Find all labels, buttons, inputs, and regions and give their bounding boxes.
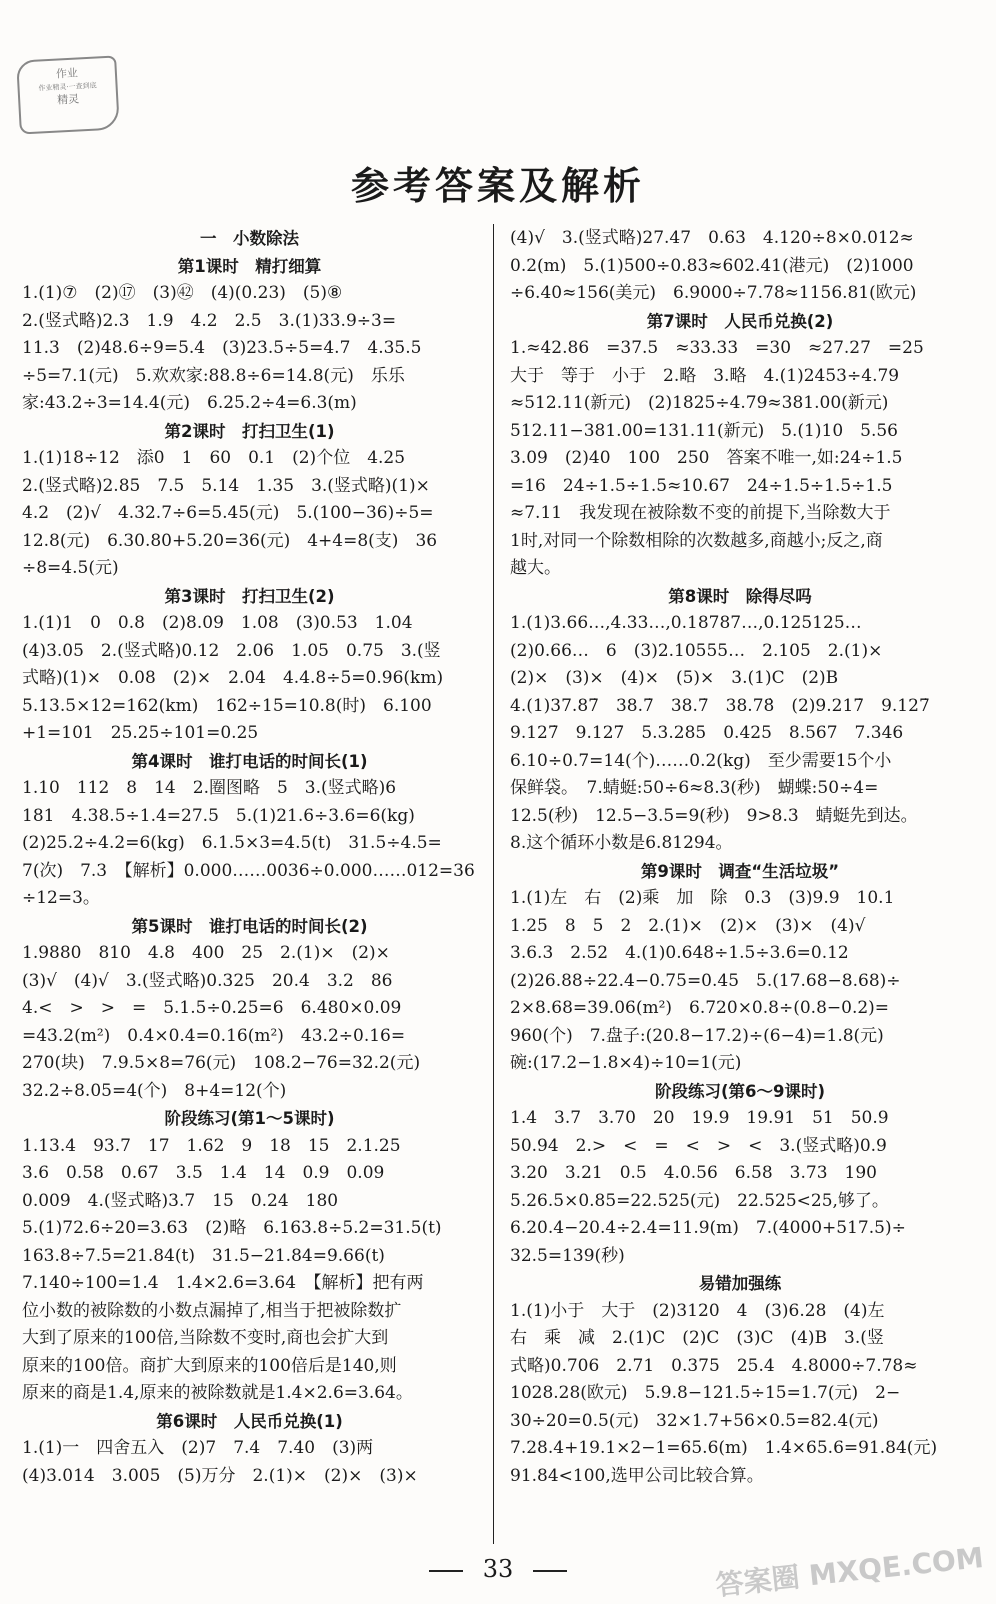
answer-line: 9.127̇ 9.127̇ 5.3.285 0.425 8.567 7.346 bbox=[510, 723, 904, 743]
answer-line: 1.25 8 5 2 2.(1)× (2)× (3)× (4)√ bbox=[510, 915, 866, 936]
answer-line: 0.2(m) 5.(1)500÷0.83≈602.41(港元) (2)1000 bbox=[510, 255, 914, 276]
answer-line: 式略)0.706 2.71 0.375 25.4 4.8000÷7.78≈ bbox=[510, 1355, 918, 1376]
answer-line: 家:43.2÷3=14.4(元) 6.25.2÷4=6.3(m) bbox=[22, 393, 357, 413]
answer-line: 30÷20=0.5(元) 32×1.7+56×0.5=82.4(元) bbox=[510, 1410, 879, 1431]
section-heading: 第7课时 人民币兑换(2) bbox=[646, 311, 834, 331]
answer-line: (4)3.014 3.005 (5)万分 2.(1)× (2)× (3)× bbox=[22, 1465, 418, 1486]
footer-dash-left bbox=[429, 1570, 463, 1572]
stamp-bottom-text: 精灵 bbox=[56, 92, 80, 107]
answer-line: 1.(1)⑦ (2)⑰ (3)㊷ (4)(0.23) (5)⑧ bbox=[22, 283, 343, 303]
answer-line: 512.11−381.00=131.11(新元) 5.(1)10 5.56 bbox=[510, 420, 898, 441]
answer-line: 1.13.4 93.7 17 1.62 9 18 15 2.1.25 bbox=[22, 1135, 401, 1156]
answer-line: 保鲜袋。 7.蜻蜓:50÷6≈8.3(秒) 蝴蝶:50÷4= bbox=[510, 778, 879, 798]
answer-line: (3)√ (4)√ 3.(竖式略)0.325 20.4 3.2 86 bbox=[22, 970, 393, 991]
section-heading: 第4课时 谁打电话的时间长(1) bbox=[131, 751, 368, 771]
answer-line: 越大。 bbox=[510, 558, 561, 578]
corner-stamp bbox=[16, 55, 120, 134]
answer-line: 11.3 (2)48.6÷9=5.4 (3)23.5÷5=4.7 4.35.5 bbox=[22, 338, 422, 358]
answer-line: 4.2 (2)√ 4.32.7÷6=5.45(元) 5.(100−36)÷5= bbox=[22, 503, 434, 523]
answer-line: 4.< > > = 5.1.5÷0.25=6 6.480×0.09 bbox=[22, 998, 402, 1018]
answer-line: ≈512.11(新元) (2)1825÷4.79≈381.00(新元) bbox=[510, 393, 889, 413]
section-heading: 第8课时 除得尽吗 bbox=[668, 586, 812, 606]
section-heading: 第6课时 人民币兑换(1) bbox=[156, 1411, 343, 1431]
answer-line: 右 乘 减 2.(1)C (2)C (3)C (4)B 3.(竖 bbox=[510, 1328, 884, 1348]
answer-line: 1.10 112 8 14 2.圈图略 5 3.(竖式略)6 bbox=[22, 778, 397, 798]
answer-line: 1.(1)1 0 0.8 (2)8.09 1.08 (3)0.53 1.04 bbox=[22, 613, 413, 633]
answer-line: 12.8(元) 6.30.80+5.20=36(元) 4+4=8(支) 36 bbox=[22, 530, 438, 551]
answer-line: 5.(1)72.6÷20=3.63 (2)略 6.163.8÷5.2=31.5(t) bbox=[22, 1218, 442, 1238]
page-title: 参考答案及解析 bbox=[350, 164, 645, 208]
answer-line: 7.28.4+19.1×2−1=65.6(m) 1.4×65.6=91.84(元) bbox=[510, 1438, 938, 1458]
answer-line: ÷5=7.1(元) 5.欢欢家:88.8÷6=14.8(元) 乐乐 bbox=[22, 365, 405, 386]
answer-line: =16 24÷1.5÷1.5≈10.67 24÷1.5÷1.5÷1.5 bbox=[510, 475, 893, 496]
answer-line: 6.20.4−20.4÷2.4=11.9(m) 7.(4000+517.5)÷ bbox=[510, 1218, 906, 1238]
answer-line: 960(个) 7.盘子:(20.8−17.2)÷(6−4)=1.8(元) bbox=[510, 1025, 884, 1046]
answer-line: 大到了原来的100倍,当除数不变时,商也会扩大到 bbox=[22, 1328, 389, 1348]
answer-line: 1.≈42.86 =37.5 ≈33.33 =30 ≈27.27 =25 bbox=[510, 338, 924, 358]
section-heading: 阶段练习(第1～5课时) bbox=[164, 1109, 335, 1128]
answer-line: 位小数的被除数的小数点漏掉了,相当于把被除数扩 bbox=[22, 1300, 402, 1321]
answer-line: 1时,对同一个除数相除的次数越多,商越小;反之,商 bbox=[510, 530, 883, 551]
column-divider bbox=[493, 224, 494, 1544]
answer-line: 1.4 3.7 3.70 20 19.9 19.91 51 50.9 bbox=[510, 1108, 889, 1128]
section-heading: 第3课时 打扫卫生(2) bbox=[164, 586, 335, 606]
answer-line: +1=101 25.25÷101=0.25 bbox=[22, 723, 259, 743]
answer-line: (4)3.05 2.(竖式略)0.12 2.06 1.05 0.75 3.(竖 bbox=[22, 640, 441, 661]
answer-line: ≈7.11 我发现在被除数不变的前提下,当除数大于 bbox=[510, 503, 891, 523]
answer-line: 原来的100倍。商扩大到原来的100倍后是140,则 bbox=[22, 1355, 397, 1376]
answer-line: 1.(1)左 右 (2)乘 加 除 0.3 (3)9.9 10.1 bbox=[510, 888, 895, 908]
answer-line: 3.6.3 2.52 4.(1)0.648÷1.5÷3.6=0.12 bbox=[510, 943, 849, 963]
answer-line: (2)26.88÷22.4−0.75=0.45 5.(17.68−8.68)÷ bbox=[510, 970, 901, 991]
answer-line: ÷8=4.5(元) bbox=[22, 558, 119, 578]
page-number: 33 bbox=[482, 1555, 514, 1583]
answer-line: 大于 等于 小于 2.略 3.略 4.(1)2453÷4.79 bbox=[510, 365, 900, 386]
stamp-mid-text: 作业精灵·一查到底 bbox=[38, 81, 97, 93]
section-heading: 易错加强练 bbox=[698, 1274, 782, 1293]
answer-line: ÷12=3。 bbox=[22, 888, 100, 908]
answer-line: 7.140÷100=1.4 1.4×2.6=3.64 【解析】把有两 bbox=[22, 1273, 424, 1293]
answer-line: 1.(1)3.66…,4.33…,0.18787…,0.125125… bbox=[510, 613, 862, 633]
answer-line: 7(次) 7.3 【解析】0.000……0036÷0.000……012=36 bbox=[22, 860, 475, 881]
answer-line: 50.94 2.> < = < > < 3.(竖式略)0.9 bbox=[510, 1135, 887, 1156]
section-heading: 第1课时 精打细算 bbox=[177, 256, 322, 276]
section-heading: 第5课时 谁打电话的时间长(2) bbox=[131, 916, 368, 936]
answer-line: 1028.28(欧元) 5.9.8−121.5÷15=1.7(元) 2− bbox=[510, 1383, 901, 1403]
answer-line: 1.9880 810 4.8 400 25 2.(1)× (2)× bbox=[22, 943, 390, 963]
answer-line: 5.13.5×12=162(km) 162÷15=10.8(时) 6.100 bbox=[22, 695, 432, 716]
answer-line: 91.84<100,选甲公司比较合算。 bbox=[510, 1465, 764, 1486]
answer-line: 181 4.38.5÷1.4=27.5 5.(1)21.6÷3.6=6(kg) bbox=[22, 805, 415, 826]
answer-line: 式略)(1)× 0.08 (2)× 2.04 4.4.8÷5=0.96(km) bbox=[22, 668, 444, 688]
section-heading: 第9课时 调查“生活垃圾” bbox=[640, 861, 840, 881]
answer-line: 6.10÷0.7=14(个)……0.2(kg) 至少需要15个小 bbox=[510, 750, 892, 771]
answer-line: 32.5=139(秒) bbox=[510, 1245, 625, 1266]
answer-line: (2)0.66… 6 (3)2.10555… 2.105 2.(1)× bbox=[510, 640, 883, 661]
answer-line: 碗:(17.2−1.8×4)÷10=1(元) bbox=[510, 1053, 742, 1073]
answer-line: =43.2(m²) 0.4×0.4=0.16(m²) 43.2÷0.16= bbox=[22, 1025, 406, 1046]
answer-line: 3.6 0.58 0.67 3.5 1.4 14 0.9 0.09 bbox=[22, 1163, 385, 1183]
answer-line: 3.09 (2)40 100 250 答案不唯一,如:24÷1.5 bbox=[510, 448, 903, 468]
left-column bbox=[22, 225, 477, 1490]
answer-line: 32.2÷8.05=4(个) 8+4=12(个) bbox=[22, 1080, 287, 1101]
answer-line: 2×8.68=39.06(m²) 6.720×0.8÷(0.8−0.2)= bbox=[510, 998, 890, 1018]
section-heading: 第2课时 打扫卫生(1) bbox=[164, 421, 335, 441]
answer-line: 270(块) 7.9.5×8=76(元) 108.2−76=32.2(元) bbox=[22, 1053, 421, 1073]
answer-line: 1.(1)小于 大于 (2)3120 4 (3)6.28 (4)左 bbox=[510, 1300, 885, 1321]
answer-line: 3.20 3.21 0.5 4.0.56 6.58 3.73 190 bbox=[510, 1163, 877, 1183]
answer-line: 原来的商是1.4,原来的被除数就是1.4×2.6=3.64。 bbox=[22, 1383, 413, 1403]
stamp-top-text: 作业 bbox=[55, 66, 79, 81]
answer-line: (4)√ 3.(竖式略)27.47 0.63 4.120÷8×0.012≈ bbox=[510, 228, 914, 248]
answer-line: 0.009 4.(竖式略)3.7 15 0.24 180 bbox=[22, 1190, 339, 1211]
section-heading: 阶段练习(第6～9课时) bbox=[654, 1081, 826, 1101]
answer-line: (2)25.2÷4.2=6(kg) 6.1.5×3=4.5(t) 31.5÷4.5= bbox=[22, 833, 442, 853]
answer-line: ÷6.40≈156(美元) 6.9000÷7.78≈1156.81(欧元) bbox=[510, 283, 917, 303]
answer-line: 2.(竖式略)2.85 7.5 5.14 1.35 3.(竖式略)(1)× bbox=[22, 475, 430, 496]
answer-line: 1.(1)一 四舍五入 (2)7 7.4 7.40 (3)两 bbox=[22, 1438, 374, 1458]
answer-line: 12.5(秒) 12.5−3.5=9(秒) 9>8.3 蜻蜓先到达。 bbox=[510, 805, 918, 826]
right-column bbox=[510, 225, 970, 1490]
answer-line: (2)× (3)× (4)× (5)× 3.(1)C (2)B bbox=[510, 668, 839, 688]
answer-line: 8.这个循环小数是6.81294。 bbox=[510, 833, 733, 853]
answer-line: 5.26.5×0.85=22.525(元) 22.525<25,够了。 bbox=[510, 1190, 889, 1211]
section-heading: 一 小数除法 bbox=[200, 229, 299, 248]
answer-line: 2.(竖式略)2.3 1.9 4.2 2.5 3.(1)33.9÷3= bbox=[22, 310, 397, 331]
watermark: 答案圈 MXQE.COM bbox=[714, 1541, 986, 1602]
footer-dash-right bbox=[533, 1570, 567, 1572]
answer-line: 163.8÷7.5=21.84(t) 31.5−21.84=9.66(t) bbox=[22, 1245, 385, 1266]
answer-line: 1.(1)18÷12 添0 1 60 0.1 (2)个位 4.25 bbox=[22, 448, 406, 468]
answer-line: 4.(1)37.87̇ 38.7̇ 38.7̇ 38.78̇ (2)9.217̇ 9.127̇ bbox=[510, 695, 930, 716]
